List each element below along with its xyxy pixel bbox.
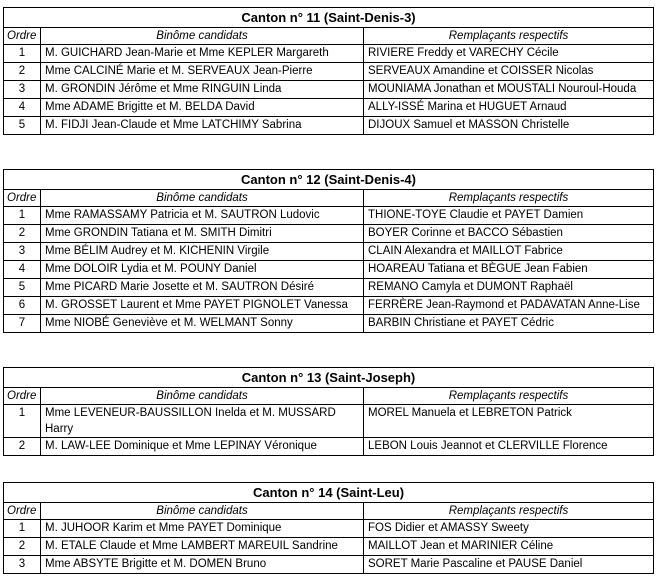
- canton-table-12: [3, 169, 654, 333]
- order-cell: 2: [4, 538, 41, 556]
- candidates-cell: M. LAW-LEE Dominique et Mme LEPINAY Véronique: [41, 438, 364, 456]
- canton-title: Canton n° 13 (Saint-Joseph): [4, 368, 654, 388]
- candidates-cell: Mme RAMASSAMY Patricia et M. SAUTRON Ludovic: [41, 207, 364, 225]
- table-row: [4, 207, 654, 225]
- candidates-cell: Mme ABSYTE Brigitte et M. DOMEN Bruno: [41, 556, 364, 574]
- table-row: [4, 243, 654, 261]
- table-row: [4, 63, 654, 81]
- candidates-cell: Mme ADAME Brigitte et M. BELDA David: [41, 99, 364, 117]
- header-order: Ordre: [4, 190, 41, 207]
- substitutes-cell: REMANO Camyla et DUMONT Raphaël: [364, 279, 654, 297]
- candidates-cell: M. ETALE Claude et Mme LAMBERT MAREUIL Sandrine: [41, 538, 364, 556]
- header-candidates: Binôme candidats: [41, 388, 364, 405]
- substitutes-cell: MAILLOT Jean et MARINIER Céline: [364, 538, 654, 556]
- substitutes-cell: MOREL Manuela et LEBRETON Patrick: [364, 405, 654, 438]
- candidates-cell: Mme DOLOIR Lydia et M. POUNY Daniel: [41, 261, 364, 279]
- candidates-cell: Mme GRONDIN Tatiana et M. SMITH Dimitri: [41, 225, 364, 243]
- canton-title: Canton n° 14 (Saint-Leu): [4, 483, 654, 503]
- header-candidates: Binôme candidats: [41, 190, 364, 207]
- candidates-cell: Mme BÉLIM Audrey et M. KICHENIN Virgile: [41, 243, 364, 261]
- order-cell: 2: [4, 63, 41, 81]
- canton-table-13: [3, 367, 654, 456]
- header-candidates: Binôme candidats: [41, 503, 364, 520]
- order-cell: 2: [4, 225, 41, 243]
- order-cell: 2: [4, 438, 41, 456]
- table-row: [4, 315, 654, 333]
- candidates-cell: M. JUHOOR Karim et Mme PAYET Dominique: [41, 520, 364, 538]
- table-row: [4, 297, 654, 315]
- substitutes-cell: RIVIERE Freddy et VARECHY Cécile: [364, 45, 654, 63]
- table-row: [4, 261, 654, 279]
- table-row: [4, 520, 654, 538]
- order-cell: 3: [4, 243, 41, 261]
- table-row: [4, 81, 654, 99]
- header-order: Ordre: [4, 503, 41, 520]
- order-cell: 5: [4, 117, 41, 135]
- substitutes-cell: DIJOUX Samuel et MASSON Christelle: [364, 117, 654, 135]
- canton-table-14: [3, 482, 654, 574]
- substitutes-cell: THIONE-TOYE Claudie et PAYET Damien: [364, 207, 654, 225]
- substitutes-cell: BARBIN Christiane et PAYET Cédric: [364, 315, 654, 333]
- order-cell: 1: [4, 45, 41, 63]
- candidates-cell: M. GRONDIN Jérôme et Mme RINGUIN Linda: [41, 81, 364, 99]
- header-substitutes: Remplaçants respectifs: [364, 190, 654, 207]
- table-row: [4, 538, 654, 556]
- order-cell: 3: [4, 81, 41, 99]
- substitutes-cell: MOUNIAMA Jonathan et MOUSTALI Nouroul-Houda: [364, 81, 654, 99]
- order-cell: 4: [4, 99, 41, 117]
- header-order: Ordre: [4, 388, 41, 405]
- substitutes-cell: ALLY-ISSÉ Marina et HUGUET Arnaud: [364, 99, 654, 117]
- candidates-cell: M. GROSSET Laurent et Mme PAYET PIGNOLET Vanessa: [41, 297, 364, 315]
- canton-table-11: [3, 7, 654, 135]
- candidates-cell: Mme CALCINÉ Marie et M. SERVEAUX Jean-Pierre: [41, 63, 364, 81]
- candidates-cell: Mme NIOBÉ Geneviève et M. WELMANT Sonny: [41, 315, 364, 333]
- header-substitutes: Remplaçants respectifs: [364, 503, 654, 520]
- substitutes-cell: SERVEAUX Amandine et COISSER Nicolas: [364, 63, 654, 81]
- header-order: Ordre: [4, 28, 41, 45]
- substitutes-cell: FERRÈRE Jean-Raymond et PADAVATAN Anne-Lise: [364, 297, 654, 315]
- table-row: [4, 99, 654, 117]
- candidates-cell: M. GUICHARD Jean-Marie et Mme KEPLER Margareth: [41, 45, 364, 63]
- order-cell: 1: [4, 520, 41, 538]
- order-cell: 4: [4, 261, 41, 279]
- order-cell: 7: [4, 315, 41, 333]
- table-row: [4, 438, 654, 456]
- order-cell: 1: [4, 207, 41, 225]
- header-candidates: Binôme candidats: [41, 28, 364, 45]
- substitutes-cell: CLAIN Alexandra et MAILLOT Fabrice: [364, 243, 654, 261]
- order-cell: 1: [4, 405, 41, 438]
- order-cell: 3: [4, 556, 41, 574]
- table-row: [4, 556, 654, 574]
- table-row: [4, 45, 654, 63]
- candidates-cell: Mme LEVENEUR-BAUSSILLON Inelda et M. MUSSARD Harry: [41, 405, 364, 438]
- order-cell: 5: [4, 279, 41, 297]
- substitutes-cell: BOYER Corinne et BACCO Sébastien: [364, 225, 654, 243]
- canton-title: Canton n° 12 (Saint-Denis-4): [4, 170, 654, 190]
- header-substitutes: Remplaçants respectifs: [364, 388, 654, 405]
- header-substitutes: Remplaçants respectifs: [364, 28, 654, 45]
- order-cell: 6: [4, 297, 41, 315]
- candidates-cell: M. FIDJI Jean-Claude et Mme LATCHIMY Sabrina: [41, 117, 364, 135]
- canton-title: Canton n° 11 (Saint-Denis-3): [4, 8, 654, 28]
- substitutes-cell: FOS Didier et AMASSY Sweety: [364, 520, 654, 538]
- table-row: [4, 279, 654, 297]
- table-row: [4, 225, 654, 243]
- substitutes-cell: SORET Marie Pascaline et PAUSE Daniel: [364, 556, 654, 574]
- substitutes-cell: LEBON Louis Jeannot et CLERVILLE Florence: [364, 438, 654, 456]
- table-row: [4, 117, 654, 135]
- substitutes-cell: HOAREAU Tatiana et BÈGUE Jean Fabien: [364, 261, 654, 279]
- candidates-cell: Mme PICARD Marie Josette et M. SAUTRON Désiré: [41, 279, 364, 297]
- table-row: [4, 405, 654, 438]
